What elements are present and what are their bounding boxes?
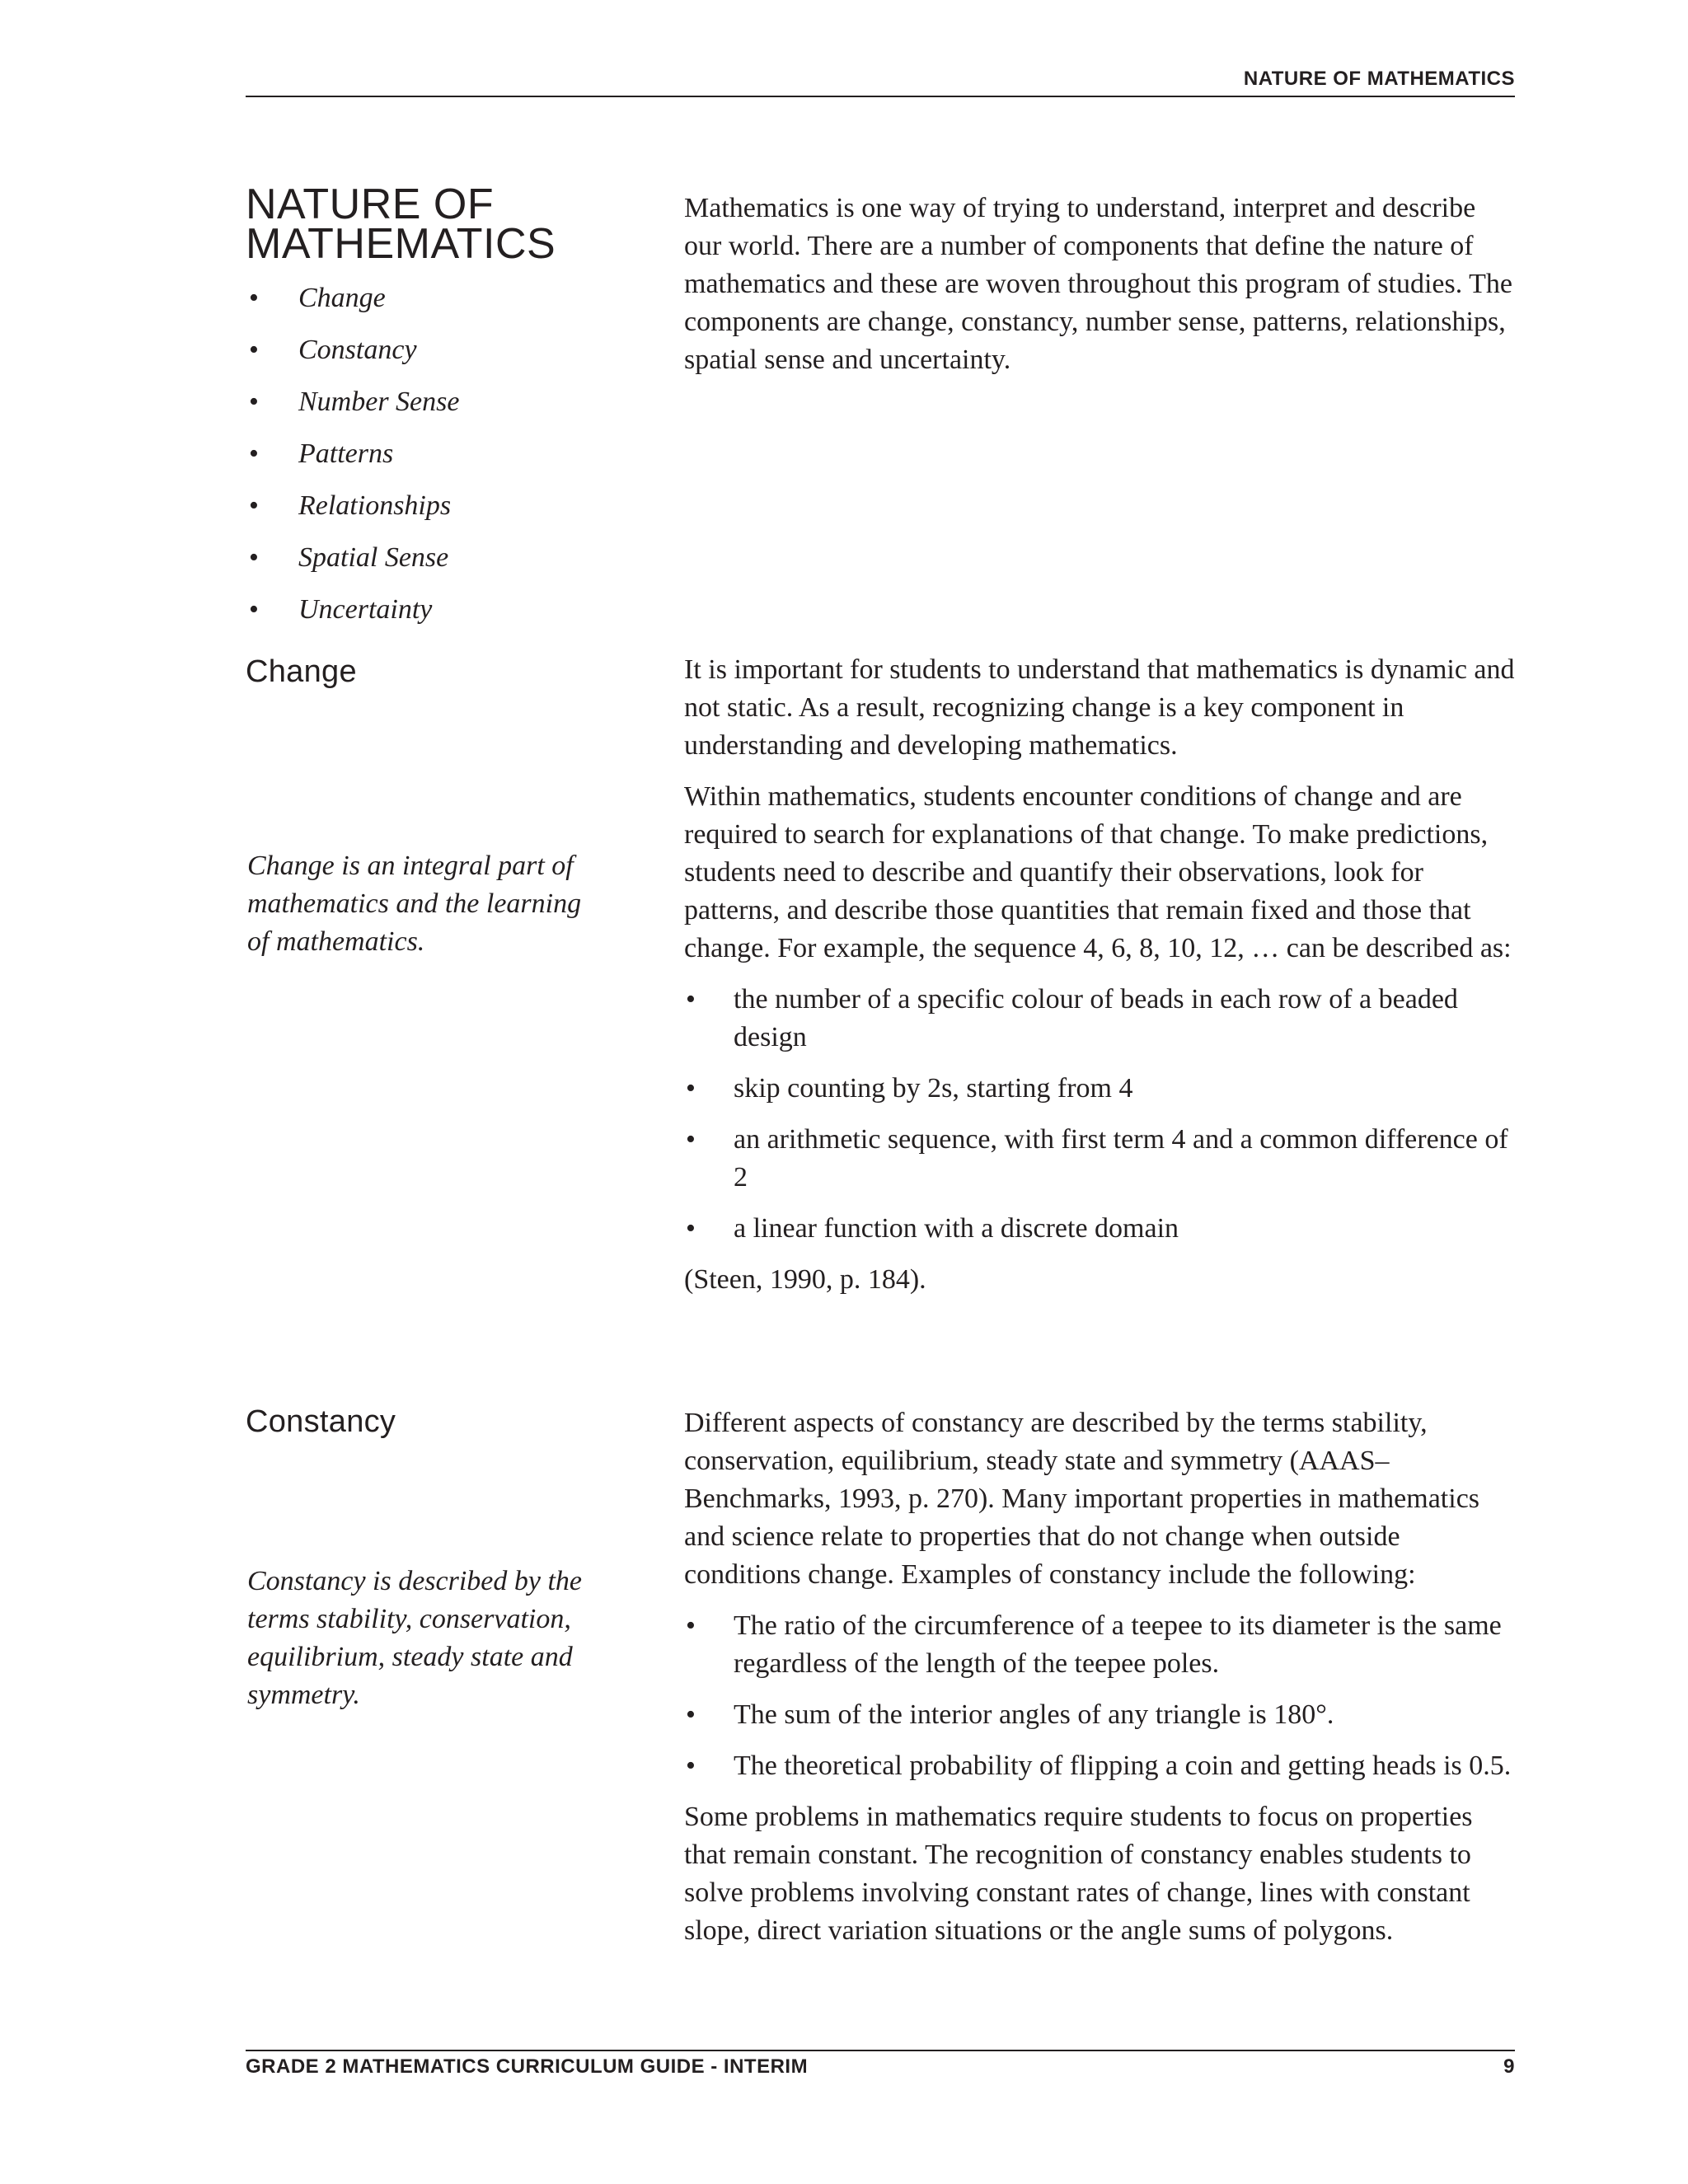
list-item — [684, 1607, 1518, 1683]
constancy-section — [684, 1404, 1518, 1963]
change-section — [684, 651, 1518, 1312]
intro-section — [684, 190, 1518, 392]
topic-item-change — [246, 280, 459, 332]
sidebar-note-change: Change is an integral part of mathematics and the learning of mathematics. — [247, 851, 582, 957]
list-item-text: The ratio of the circumference of a teepee to its diameter is the same regardless of the length of the teepee poles. — [734, 1610, 1502, 1679]
list-item-text: The sum of the interior angles of any triangle is 180°. — [734, 1699, 1334, 1730]
topic-label: Relationships — [298, 490, 452, 521]
page-title-line-2: MATHEMATICS — [246, 220, 556, 268]
bullet-icon: • — [249, 387, 259, 417]
change-citation: (Steen, 1990, p. 184). — [684, 1264, 926, 1295]
sidebar-note-constancy: Constancy is described by the terms stability, conservation, equilibrium, steady state and symmetry. — [247, 1566, 583, 1710]
topic-label: Constancy — [298, 335, 417, 365]
topic-item-spatial-sense — [246, 540, 459, 592]
change-paragraph-1: It is important for students to understand that mathematics is dynamic and not static. As a result, recognizing change is a key component in understanding and developing mathematics. — [684, 654, 1515, 761]
list-item — [684, 981, 1518, 1057]
topic-item-relationships — [246, 488, 459, 540]
bullet-icon: • — [249, 542, 259, 573]
header-rule — [246, 96, 1515, 97]
intro-paragraph: Mathematics is one way of trying to understand, interpret and describe our world. There are a number of components that define the nature of mathematics and these are woven throughout this program of studies. The components are change, constancy, number sense, patterns, relationships, spatial sense and uncertainty. — [684, 193, 1512, 375]
section-heading-constancy: Constancy — [246, 1404, 396, 1439]
bullet-icon: • — [249, 594, 259, 625]
list-item — [684, 1070, 1518, 1108]
list-item-text: the number of a specific colour of beads in each row of a beaded design — [734, 984, 1458, 1052]
topic-label: Uncertainty — [298, 594, 433, 625]
page-number: 9 — [1503, 2055, 1515, 2078]
section-heading-change: Change — [246, 654, 357, 689]
bullet-icon: • — [249, 335, 259, 365]
bullet-icon: • — [686, 1750, 696, 1781]
running-footer — [246, 2055, 1515, 2079]
constancy-paragraph-1: Different aspects of constancy are described by the terms stability, conservation, equilibrium, steady state and symmetry (AAAS–Benchmarks, 1993, p. 270). Many important properties in mathematics and science relate to properties that do not change when outside conditions change. Examples of constancy include the following: — [684, 1408, 1480, 1590]
bullet-icon: • — [686, 984, 696, 1015]
list-item — [684, 1747, 1518, 1785]
change-paragraph-2: Within mathematics, students encounter conditions of change and are required to search for explanations of that change. To make predictions, students need to describe and quantify their observations, look for patterns, and describe those quantities that remain fixed and those that change. For example, the sequence 4, 6, 8, 10, 12, … can be described as: — [684, 781, 1512, 963]
running-header: NATURE OF MATHEMATICS — [1243, 68, 1515, 90]
list-item — [684, 1210, 1518, 1248]
page-title-line-1: NATURE OF — [246, 180, 495, 228]
topic-item-patterns — [246, 436, 459, 488]
footer-guide-title: GRADE 2 MATHEMATICS CURRICULUM GUIDE - INTERIM — [246, 2055, 809, 2078]
topic-item-number-sense — [246, 384, 459, 436]
bullet-icon: • — [686, 1124, 696, 1155]
list-item — [684, 1121, 1518, 1197]
list-item-text: skip counting by 2s, starting from 4 — [734, 1073, 1133, 1104]
footer-rule — [246, 2050, 1515, 2051]
topic-list — [246, 280, 459, 644]
bullet-icon: • — [249, 490, 259, 521]
bullet-icon: • — [686, 1699, 696, 1730]
topic-label: Spatial Sense — [298, 542, 449, 573]
constancy-example-list — [684, 1607, 1518, 1785]
list-item-text: The theoretical probability of flipping a coin and getting heads is 0.5. — [734, 1750, 1512, 1781]
change-example-list — [684, 981, 1518, 1248]
topic-label: Patterns — [298, 438, 394, 469]
topic-item-uncertainty — [246, 592, 459, 644]
constancy-paragraph-2: Some problems in mathematics require students to focus on properties that remain constant. The recognition of constancy enables students to solve problems involving constant rates of change, lines with constant slope, direct variation situations or the angle sums of polygons. — [684, 1802, 1473, 1946]
list-item-text: an arithmetic sequence, with first term 4 and a common difference of 2 — [734, 1124, 1508, 1193]
topic-item-constancy — [246, 332, 459, 384]
topic-label: Number Sense — [298, 387, 460, 417]
page-title — [246, 180, 625, 268]
bullet-icon: • — [686, 1610, 696, 1641]
list-item-text: a linear function with a discrete domain — [734, 1213, 1179, 1244]
bullet-icon: • — [249, 283, 259, 313]
bullet-icon: • — [686, 1073, 696, 1104]
list-item — [684, 1696, 1518, 1734]
topic-label: Change — [298, 283, 386, 313]
bullet-icon: • — [686, 1213, 696, 1244]
bullet-icon: • — [249, 438, 259, 469]
